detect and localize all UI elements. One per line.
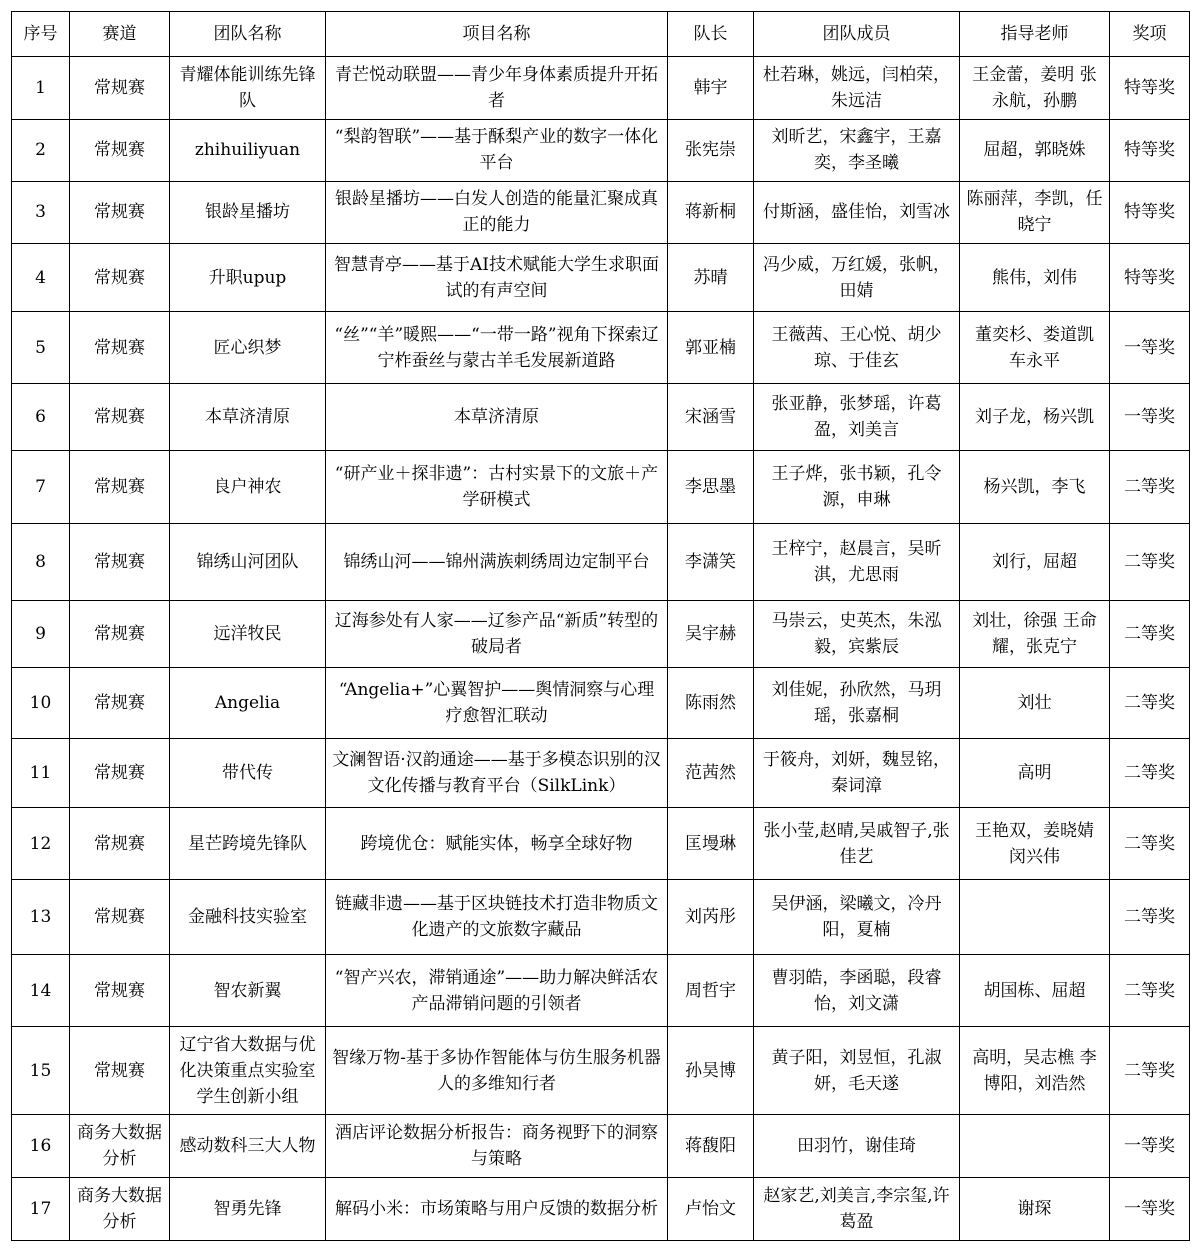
cell-track: 常规赛 <box>70 738 170 807</box>
cell-members: 张亚静，张梦瑶，许葛盈，刘美言 <box>754 384 960 451</box>
cell-track: 常规赛 <box>70 384 170 451</box>
cell-project: “智产兴农，滞销通途”——助力解决鲜活农产品滞销问题的引领者 <box>326 955 668 1027</box>
cell-leader: 陈雨然 <box>668 667 754 738</box>
table-row <box>12 738 1190 807</box>
cell-advisor: 杨兴凯，李飞 <box>960 451 1110 524</box>
cell-no: 13 <box>12 880 70 955</box>
cell-no: 11 <box>12 738 70 807</box>
cell-project: 文澜智语·汉韵通途——基于多模态识别的汉文化传播与教育平台（SilkLink） <box>326 738 668 807</box>
cell-project: 本草济清原 <box>326 384 668 451</box>
cell-track: 常规赛 <box>70 181 170 243</box>
cell-no: 6 <box>12 384 70 451</box>
cell-no: 16 <box>12 1114 70 1177</box>
cell-advisor: 熊伟，刘伟 <box>960 243 1110 311</box>
table-row <box>12 312 1190 384</box>
cell-members: 赵家艺,刘美言,李宗玺,许葛盈 <box>754 1177 960 1240</box>
cell-no: 9 <box>12 600 70 667</box>
cell-team: 匠心织梦 <box>170 312 326 384</box>
cell-team: 远洋牧民 <box>170 600 326 667</box>
table-row <box>12 1177 1190 1240</box>
table-row <box>12 955 1190 1027</box>
awards-table <box>11 11 1190 1241</box>
cell-team: zhihuiliyuan <box>170 120 326 182</box>
header-project: 项目名称 <box>326 12 668 57</box>
cell-track: 常规赛 <box>70 451 170 524</box>
cell-no: 1 <box>12 57 70 120</box>
table-row <box>12 120 1190 182</box>
header-advisor: 指导老师 <box>960 12 1110 57</box>
cell-award: 二等奖 <box>1110 524 1190 600</box>
cell-project: “丝”“羊”暖熙——“一带一路”视角下探索辽宁柞蚕丝与蒙古羊毛发展新道路 <box>326 312 668 384</box>
cell-no: 8 <box>12 524 70 600</box>
cell-members: 黄子阳，刘昱恒，孔淑妍，毛天遂 <box>754 1027 960 1114</box>
header-award: 奖项 <box>1110 12 1190 57</box>
cell-advisor: 高明 <box>960 738 1110 807</box>
cell-track: 常规赛 <box>70 1027 170 1114</box>
cell-project: 智缘万物-基于多协作智能体与仿生服务机器人的多维知行者 <box>326 1027 668 1114</box>
cell-team: 带代传 <box>170 738 326 807</box>
cell-leader: 蒋馥阳 <box>668 1114 754 1177</box>
cell-leader: 范茜然 <box>668 738 754 807</box>
cell-advisor: 董奕杉、娄道凯 车永平 <box>960 312 1110 384</box>
cell-advisor: 刘子龙，杨兴凯 <box>960 384 1110 451</box>
cell-track: 商务大数据分析 <box>70 1177 170 1240</box>
cell-leader: 周哲宇 <box>668 955 754 1027</box>
cell-members: 曹羽皓，李函聪，段睿怡，刘文潇 <box>754 955 960 1027</box>
cell-advisor: 陈丽萍，李凯，任晓宁 <box>960 181 1110 243</box>
header-no: 序号 <box>12 12 70 57</box>
table-row <box>12 880 1190 955</box>
cell-team: 星芒跨境先锋队 <box>170 807 326 879</box>
cell-members: 刘昕艺，宋鑫宇，王嘉奕，李圣曦 <box>754 120 960 182</box>
table-row <box>12 181 1190 243</box>
cell-award: 特等奖 <box>1110 181 1190 243</box>
cell-no: 3 <box>12 181 70 243</box>
cell-award: 特等奖 <box>1110 243 1190 311</box>
cell-award: 特等奖 <box>1110 57 1190 120</box>
table-row <box>12 667 1190 738</box>
cell-project: 青芒悦动联盟——青少年身体素质提升开拓者 <box>326 57 668 120</box>
cell-award: 二等奖 <box>1110 955 1190 1027</box>
cell-award: 二等奖 <box>1110 738 1190 807</box>
cell-track: 常规赛 <box>70 243 170 311</box>
cell-advisor: 王金蕾，姜明 张永航，孙鹏 <box>960 57 1110 120</box>
cell-award: 二等奖 <box>1110 667 1190 738</box>
cell-no: 14 <box>12 955 70 1027</box>
header-leader: 队长 <box>668 12 754 57</box>
cell-leader: 宋涵雪 <box>668 384 754 451</box>
cell-project: 银龄星播坊——白发人创造的能量汇聚成真正的能力 <box>326 181 668 243</box>
cell-members: 王薇茜、王心悦、胡少琼、于佳玄 <box>754 312 960 384</box>
cell-leader: 吴宇赫 <box>668 600 754 667</box>
cell-award: 一等奖 <box>1110 384 1190 451</box>
cell-leader: 刘芮彤 <box>668 880 754 955</box>
cell-members: 王子烨，张书颖，孔令源，申琳 <box>754 451 960 524</box>
cell-no: 17 <box>12 1177 70 1240</box>
cell-leader: 韩宇 <box>668 57 754 120</box>
cell-members: 杜若琳，姚远，闫柏荣，朱远洁 <box>754 57 960 120</box>
cell-advisor: 高明，吴志樵 李博阳，刘浩然 <box>960 1027 1110 1114</box>
cell-award: 一等奖 <box>1110 1114 1190 1177</box>
cell-no: 12 <box>12 807 70 879</box>
cell-award: 二等奖 <box>1110 807 1190 879</box>
cell-track: 常规赛 <box>70 57 170 120</box>
cell-no: 5 <box>12 312 70 384</box>
cell-team: 本草济清原 <box>170 384 326 451</box>
cell-leader: 李潇笑 <box>668 524 754 600</box>
cell-track: 常规赛 <box>70 600 170 667</box>
cell-team: 智勇先锋 <box>170 1177 326 1240</box>
cell-leader: 李思墨 <box>668 451 754 524</box>
cell-team: 青耀体能训练先锋队 <box>170 57 326 120</box>
cell-no: 2 <box>12 120 70 182</box>
cell-track: 常规赛 <box>70 667 170 738</box>
cell-leader: 蒋新桐 <box>668 181 754 243</box>
header-row <box>12 12 1190 57</box>
cell-team: 锦绣山河团队 <box>170 524 326 600</box>
cell-award: 二等奖 <box>1110 880 1190 955</box>
header-members: 团队成员 <box>754 12 960 57</box>
cell-award: 一等奖 <box>1110 1177 1190 1240</box>
cell-track: 常规赛 <box>70 955 170 1027</box>
cell-advisor: 刘行，屈超 <box>960 524 1110 600</box>
cell-track: 常规赛 <box>70 880 170 955</box>
cell-advisor: 屈超，郭晓姝 <box>960 120 1110 182</box>
cell-leader: 郭亚楠 <box>668 312 754 384</box>
cell-track: 常规赛 <box>70 120 170 182</box>
cell-team: 辽宁省大数据与优化决策重点实验室学生创新小组 <box>170 1027 326 1114</box>
table-row <box>12 1027 1190 1114</box>
cell-project: 跨境优仓：赋能实体，畅享全球好物 <box>326 807 668 879</box>
cell-advisor: 谢琛 <box>960 1177 1110 1240</box>
table-row <box>12 1114 1190 1177</box>
cell-no: 10 <box>12 667 70 738</box>
table-row <box>12 451 1190 524</box>
cell-track: 常规赛 <box>70 807 170 879</box>
table-row <box>12 57 1190 120</box>
cell-members: 吴伊涵，梁曦文，冷丹阳，夏楠 <box>754 880 960 955</box>
cell-advisor: 王艳双，姜晓婧 闵兴伟 <box>960 807 1110 879</box>
cell-no: 4 <box>12 243 70 311</box>
cell-leader: 孙昊博 <box>668 1027 754 1114</box>
cell-members: 付斯涵，盛佳怡，刘雪冰 <box>754 181 960 243</box>
cell-project: “Angelia+”心翼智护——舆情洞察与心理疗愈智汇联动 <box>326 667 668 738</box>
cell-members: 于筱舟，刘妍，魏昱铭，秦词漳 <box>754 738 960 807</box>
cell-award: 二等奖 <box>1110 451 1190 524</box>
cell-advisor: 刘壮，徐强 王命耀，张克宁 <box>960 600 1110 667</box>
cell-members: 马崇云，史英杰，朱泓毅，宾紫辰 <box>754 600 960 667</box>
cell-no: 15 <box>12 1027 70 1114</box>
cell-track: 商务大数据分析 <box>70 1114 170 1177</box>
cell-advisor <box>960 1114 1110 1177</box>
header-team: 团队名称 <box>170 12 326 57</box>
cell-leader: 卢怡文 <box>668 1177 754 1240</box>
cell-award: 二等奖 <box>1110 600 1190 667</box>
cell-team: Angelia <box>170 667 326 738</box>
cell-award: 二等奖 <box>1110 1027 1190 1114</box>
cell-leader: 匡墁琳 <box>668 807 754 879</box>
cell-members: 张小莹,赵晴,吴戚智子,张佳艺 <box>754 807 960 879</box>
cell-leader: 苏晴 <box>668 243 754 311</box>
table-row <box>12 384 1190 451</box>
cell-project: “梨韵智联”——基于酥梨产业的数字一体化平台 <box>326 120 668 182</box>
cell-advisor: 刘壮 <box>960 667 1110 738</box>
cell-project: 解码小米：市场策略与用户反馈的数据分析 <box>326 1177 668 1240</box>
cell-project: 智慧青亭——基于AI技术赋能大学生求职面试的有声空间 <box>326 243 668 311</box>
header-track: 赛道 <box>70 12 170 57</box>
cell-leader: 张宪崇 <box>668 120 754 182</box>
cell-team: 智农新翼 <box>170 955 326 1027</box>
cell-award: 一等奖 <box>1110 312 1190 384</box>
table-row <box>12 807 1190 879</box>
cell-advisor <box>960 880 1110 955</box>
cell-no: 7 <box>12 451 70 524</box>
cell-members: 王梓宁，赵晨言，吴昕淇，尤思雨 <box>754 524 960 600</box>
table-row <box>12 600 1190 667</box>
cell-members: 冯少威，万红媛，张帆，田婧 <box>754 243 960 311</box>
table-row <box>12 243 1190 311</box>
cell-members: 刘佳妮，孙欣然，马玥瑶，张嘉桐 <box>754 667 960 738</box>
cell-track: 常规赛 <box>70 312 170 384</box>
cell-track: 常规赛 <box>70 524 170 600</box>
cell-project: 辽海参处有人家——辽参产品“新质”转型的破局者 <box>326 600 668 667</box>
cell-team: 良户神农 <box>170 451 326 524</box>
cell-project: 链藏非遗——基于区块链技术打造非物质文化遗产的文旅数字藏品 <box>326 880 668 955</box>
cell-project: “研产业＋探非遗”：古村实景下的文旅＋产学研模式 <box>326 451 668 524</box>
cell-team: 升职upup <box>170 243 326 311</box>
cell-members: 田羽竹，谢佳琦 <box>754 1114 960 1177</box>
cell-award: 特等奖 <box>1110 120 1190 182</box>
cell-team: 银龄星播坊 <box>170 181 326 243</box>
cell-team: 感动数科三大人物 <box>170 1114 326 1177</box>
cell-advisor: 胡国栋、屈超 <box>960 955 1110 1027</box>
cell-project: 锦绣山河——锦州满族刺绣周边定制平台 <box>326 524 668 600</box>
table-row <box>12 524 1190 600</box>
cell-project: 酒店评论数据分析报告：商务视野下的洞察与策略 <box>326 1114 668 1177</box>
cell-team: 金融科技实验室 <box>170 880 326 955</box>
